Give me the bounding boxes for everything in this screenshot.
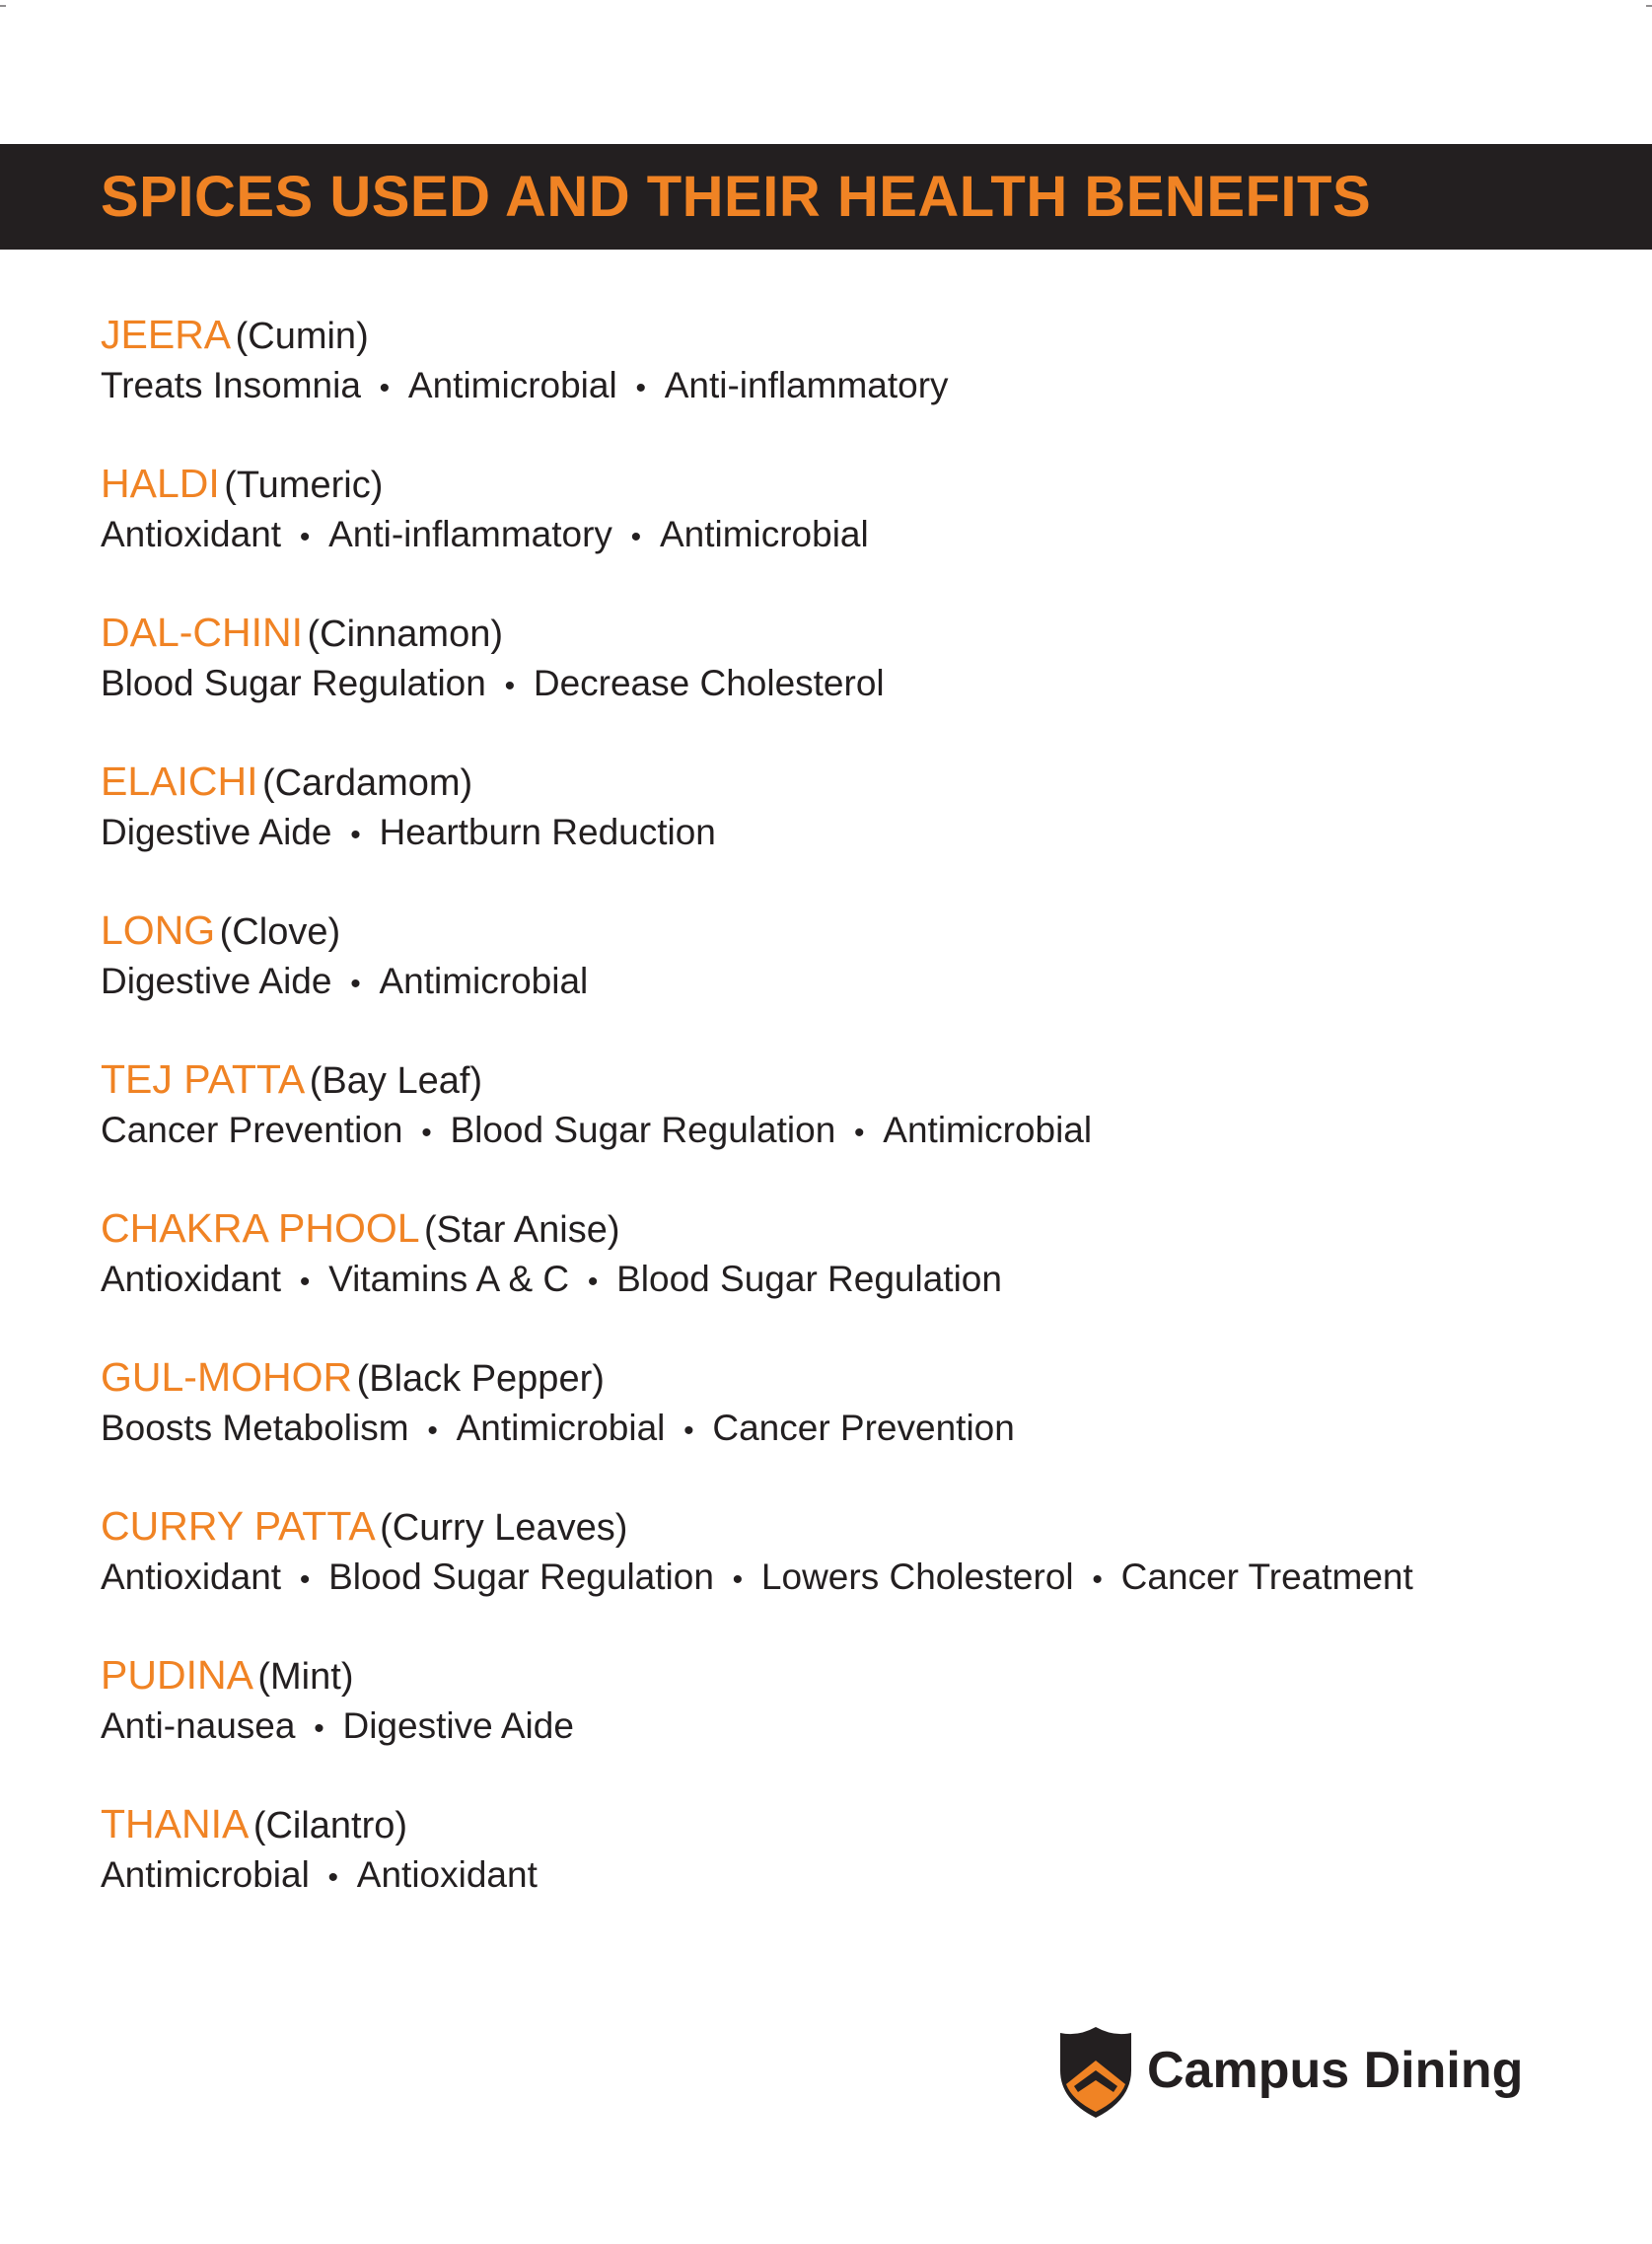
bullet-separator: • — [683, 1414, 694, 1447]
bullet-separator: • — [732, 1563, 744, 1596]
page-title: SPICES USED AND THEIR HEALTH BENEFITS — [101, 165, 1372, 229]
spice-heading — [101, 1201, 1580, 1256]
spice-heading — [101, 1052, 1580, 1107]
spice-item — [101, 755, 1580, 904]
crop-mark-right — [1642, 0, 1652, 10]
spice-english-name: (Cilantro) — [252, 1805, 408, 1846]
spice-benefits — [101, 362, 1580, 409]
spice-benefits — [101, 660, 1580, 707]
bullet-separator: • — [299, 521, 311, 553]
spice-heading — [101, 1648, 1580, 1702]
benefit-item: Decrease Cholesterol — [533, 663, 885, 703]
campus-dining-logo — [1058, 2027, 1571, 2118]
benefit-item: Blood Sugar Regulation — [101, 663, 486, 703]
spice-heading — [101, 904, 1580, 958]
benefit-item: Blood Sugar Regulation — [328, 1556, 714, 1597]
bullet-separator: • — [350, 819, 361, 851]
benefit-item: Anti-inflammatory — [328, 514, 612, 554]
spice-english-name: (Star Anise) — [424, 1209, 620, 1251]
bullet-separator: • — [299, 1266, 311, 1298]
benefit-item: Vitamins A & C — [328, 1259, 570, 1299]
spice-benefits — [101, 511, 1580, 558]
bullet-separator: • — [427, 1414, 438, 1447]
spice-english-name: (Bay Leaf) — [309, 1060, 483, 1102]
spice-name: TEJ PATTA — [101, 1056, 306, 1102]
benefit-item: Boosts Metabolism — [101, 1408, 409, 1448]
benefit-item: Lowers Cholesterol — [760, 1556, 1074, 1597]
spice-english-name: (Curry Leaves) — [380, 1507, 628, 1549]
spice-benefits — [101, 1851, 1580, 1899]
spice-benefits — [101, 1107, 1580, 1154]
spice-benefits — [101, 1554, 1580, 1601]
spice-benefits — [101, 958, 1580, 1005]
spice-benefits — [101, 809, 1580, 856]
bullet-separator: • — [587, 1266, 599, 1298]
spice-name: LONG — [101, 907, 216, 953]
spice-name: JEERA — [101, 312, 232, 357]
bullet-separator: • — [630, 521, 642, 553]
spice-heading — [101, 755, 1580, 809]
spice-item — [101, 1499, 1580, 1648]
spice-name: PUDINA — [101, 1652, 253, 1698]
spice-english-name: (Cinnamon) — [307, 614, 504, 655]
benefit-item: Cancer Treatment — [1120, 1556, 1413, 1597]
bullet-separator: • — [1092, 1563, 1103, 1596]
benefit-item: Antioxidant — [356, 1854, 538, 1895]
spice-name: HALDI — [101, 461, 220, 506]
spice-heading — [101, 606, 1580, 660]
spice-item — [101, 1350, 1580, 1499]
spice-benefits — [101, 1702, 1580, 1750]
spice-name: GUL-MOHOR — [101, 1354, 353, 1400]
bullet-separator: • — [350, 968, 361, 1000]
spice-english-name: (Black Pepper) — [356, 1358, 605, 1400]
bullet-separator: • — [421, 1117, 432, 1149]
spice-benefits — [101, 1405, 1580, 1452]
benefit-item: Antimicrobial — [379, 961, 589, 1001]
spice-name: DAL-CHINI — [101, 610, 304, 655]
shield-icon — [1058, 2027, 1133, 2118]
bullet-separator: • — [299, 1563, 311, 1596]
benefit-item: Antioxidant — [101, 514, 282, 554]
spice-english-name: (Clove) — [219, 911, 341, 953]
spice-english-name: (Cardamom) — [261, 762, 473, 804]
spice-heading — [101, 457, 1580, 511]
benefit-item: Blood Sugar Regulation — [616, 1259, 1002, 1299]
benefit-item: Antimicrobial — [659, 514, 869, 554]
spice-item — [101, 457, 1580, 606]
crop-mark-left — [0, 0, 10, 10]
benefit-item: Anti-inflammatory — [664, 365, 949, 405]
benefit-item: Cancer Prevention — [712, 1408, 1015, 1448]
spice-item — [101, 904, 1580, 1052]
header-bar — [0, 144, 1652, 250]
spice-english-name: (Tumeric) — [224, 465, 384, 506]
benefit-item: Digestive Aide — [101, 961, 332, 1001]
benefit-item: Antimicrobial — [101, 1854, 310, 1895]
bullet-separator: • — [327, 1861, 339, 1894]
benefit-item: Antimicrobial — [883, 1110, 1093, 1150]
bullet-separator: • — [635, 372, 646, 404]
spice-benefits — [101, 1256, 1580, 1303]
bullet-separator: • — [504, 670, 516, 702]
benefit-item: Cancer Prevention — [101, 1110, 403, 1150]
benefit-item: Antimicrobial — [407, 365, 617, 405]
benefit-item: Digestive Aide — [101, 812, 332, 852]
spice-heading — [101, 1350, 1580, 1405]
spice-item — [101, 1052, 1580, 1201]
bullet-separator: • — [854, 1117, 865, 1149]
benefit-item: Antioxidant — [101, 1259, 282, 1299]
spice-item — [101, 308, 1580, 457]
benefit-item: Treats Insomnia — [101, 365, 361, 405]
spice-name: CURRY PATTA — [101, 1503, 376, 1549]
benefit-item: Anti-nausea — [101, 1705, 296, 1746]
spice-name: THANIA — [101, 1801, 250, 1846]
spice-item — [101, 606, 1580, 755]
spice-item — [101, 1201, 1580, 1350]
bullet-separator: • — [314, 1712, 324, 1745]
benefit-item: Antioxidant — [101, 1556, 282, 1597]
spice-name: ELAICHI — [101, 759, 258, 804]
benefit-item: Digestive Aide — [342, 1705, 574, 1746]
logo-text: Campus Dining — [1147, 2042, 1524, 2099]
spice-item — [101, 1648, 1580, 1797]
spice-heading — [101, 308, 1580, 362]
spice-heading — [101, 1797, 1580, 1851]
spice-list — [101, 308, 1580, 1946]
benefit-item: Blood Sugar Regulation — [450, 1110, 836, 1150]
benefit-item: Antimicrobial — [456, 1408, 666, 1448]
bullet-separator: • — [379, 372, 391, 404]
spice-name: CHAKRA PHOOL — [101, 1205, 420, 1251]
spice-english-name: (Cumin) — [235, 316, 369, 357]
spice-item — [101, 1797, 1580, 1946]
spice-english-name: (Mint) — [257, 1656, 354, 1698]
benefit-item: Heartburn Reduction — [379, 812, 716, 852]
spice-heading — [101, 1499, 1580, 1554]
